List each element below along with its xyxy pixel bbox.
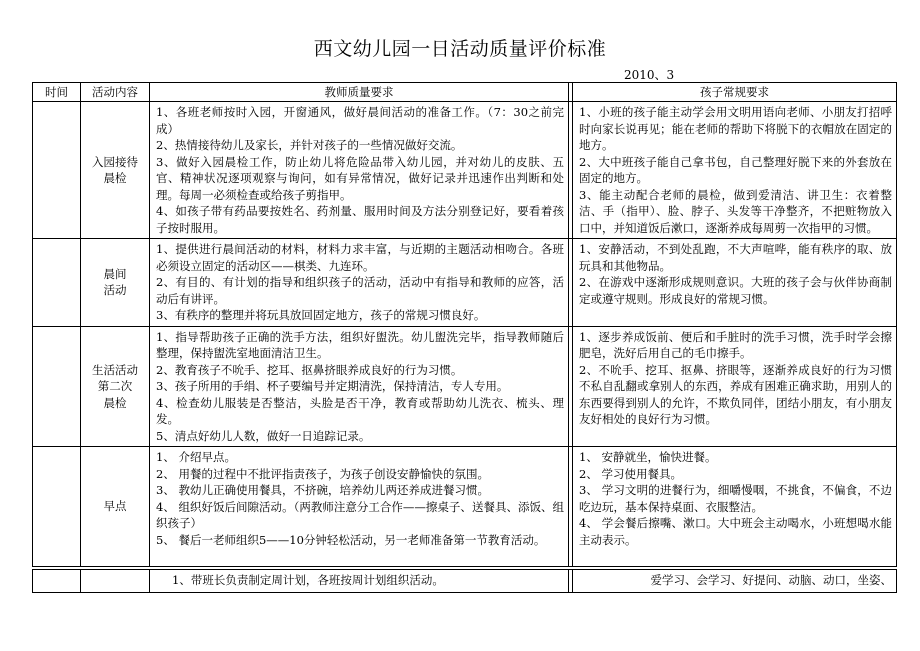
- requirement-item: 4、 组织好饭后间隙活动。（两教师注意分工合作——擦桌子、送餐具、添饭、组织孩子）: [156, 499, 564, 530]
- requirement-item: 3、有秩序的整理并将玩具放回固定地方，孩子的常规习惯良好。: [156, 308, 486, 322]
- page-title: 西文幼儿园一日活动质量评价标准: [313, 38, 607, 60]
- requirement-item: 爱学习、会学习、好提问、动脑、动口，坐姿、: [650, 573, 892, 587]
- table-row: [33, 570, 897, 593]
- requirement-item: 1、逐步养成饭前、便后和手脏时的洗手习惯，洗手时学会擦肥皂，洗好后用自己的毛巾擦手。: [579, 329, 892, 360]
- requirement-item: 2、不吮手、挖耳、抠鼻、挤眼等，逐渐养成良好的行为习惯不私自乱翻或拿别人的东西，养成有困难正确求助，用别人的东西要得到别人的允许，不欺负同伴，团结小朋友，有小朋友友好相处的良好行为习惯。: [579, 362, 892, 426]
- teacher-requirements-cell: [150, 447, 569, 567]
- child-requirements-cell: [573, 570, 897, 593]
- table-row: [33, 447, 897, 567]
- requirement-item: 1、小班的孩子能主动学会用文明用语向老师、小朋友打招呼时向家长说再见；能在老师的帮助下将脱下的衣帽放在固定的地方。: [579, 105, 892, 152]
- teacher-requirements-cell: [150, 326, 569, 447]
- activity-cell: [81, 570, 150, 593]
- time-cell: [33, 570, 81, 593]
- child-requirements-cell: [573, 326, 897, 447]
- requirement-item: 1、 安静就坐，愉快进餐。: [579, 450, 717, 464]
- requirement-item: 2、 用餐的过程中不批评指责孩子，为孩子创设安静愉快的氛围。: [156, 466, 489, 481]
- activity-cell: [81, 102, 150, 239]
- activity-label: 晨检: [103, 395, 127, 410]
- activity-label: 生活活动: [92, 362, 138, 377]
- time-cell: [33, 326, 81, 447]
- header-activity: 活动内容: [81, 83, 150, 102]
- requirement-item: 2、热情接待幼儿及家长，并针对孩子的一些情况做好交流。: [156, 138, 463, 152]
- time-cell: [33, 102, 81, 239]
- header-time: 时间: [33, 83, 81, 102]
- next-page-table: [32, 569, 897, 593]
- requirement-item: 3、做好入园晨检工作，防止幼儿将危险品带入幼儿园，并对幼儿的皮肤、五官、精神状况逐项观察与询问，如有异常情况，做好记录并迅速作出判断和处理。每周一必须检查或给孩子剪指甲。: [156, 154, 564, 202]
- requirement-item: 1、提供进行晨间活动的材料，材料力求丰富，与近期的主题活动相吻合。各班必须设立固定的活动区——棋类、九连环。: [156, 242, 564, 273]
- requirement-item: 5、清点好幼儿人数，做好一日追踪记录。: [156, 428, 371, 443]
- activity-cell: [81, 239, 150, 327]
- activity-label: 晨检: [103, 171, 127, 185]
- requirement-item: 1、 介绍早点。: [156, 450, 236, 464]
- requirement-item: 5、 餐后一老师组织5——10分钟轻松活动，另一老师准备第一节教育活动。: [156, 532, 546, 547]
- requirement-item: 3、 学习文明的进餐行为，细嚼慢咽，不挑食，不偏食，不边吃边玩，基本保持桌面、衣服整洁。: [579, 483, 892, 514]
- activity-label: 入园接待: [92, 154, 138, 169]
- time-cell: [33, 239, 81, 327]
- activity-cell: [81, 326, 150, 447]
- activity-label: 晨间: [103, 266, 127, 281]
- requirement-item: 3、能主动配合老师的晨检，做到爱清洁、讲卫生：衣着整洁、手（指甲）、脸、脖子、头发等干净整齐，不把赃物放入口中，并知道饭后漱口，逐渐养成每周剪一次指甲的习惯。: [579, 187, 892, 235]
- requirement-item: 1、指导帮助孩子正确的洗手方法，组织好盥洗。幼儿盥洗完毕，指导教师随后整理，保持盥洗室地面清洁卫生。: [156, 329, 564, 360]
- time-cell: [33, 447, 81, 567]
- header-teacher: 教师质量要求: [150, 83, 569, 102]
- table-row: [33, 102, 897, 239]
- requirement-item: 3、 教幼儿正确使用餐具，不挤碗，培养幼儿两还养成进餐习惯。: [156, 483, 489, 497]
- evaluation-table: [32, 82, 897, 567]
- requirement-item: 4、 学会餐后擦嘴、漱口。大中班会主动喝水，小班想喝水能主动表示。: [579, 516, 892, 547]
- requirement-item: 2、 学习使用餐具。: [579, 466, 682, 481]
- activity-cell: [81, 447, 150, 567]
- table-row: [33, 239, 897, 327]
- requirement-item: 2、在游戏中逐渐形成规则意识。大班的孩子会与伙伴协商制定或遵守规则。形成良好的常规习惯。: [579, 275, 892, 306]
- requirement-item: 4、检查幼儿服装是否整洁，头脸是否干净，教育或帮助幼儿洗衣、梳头、理发。: [156, 395, 564, 426]
- requirement-item: 4、如孩子带有药品要按姓名、药剂量、服用时间及方法分别登记好，要看着孩子按时服用。: [156, 204, 564, 235]
- teacher-requirements-cell: [150, 239, 569, 327]
- activity-label: 早点: [103, 499, 127, 514]
- teacher-requirements-cell: [150, 102, 569, 239]
- header-child: 孩子常规要求: [573, 83, 897, 102]
- child-requirements-cell: [573, 447, 897, 567]
- requirement-item: 2、大中班孩子能自己拿书包，自己整理好脱下来的外套放在固定的地方。: [579, 154, 892, 185]
- requirement-item: 1、安静活动，不到处乱跑，不大声喧哗，能有秩序的取、放玩具和其他物品。: [579, 242, 892, 273]
- child-requirements-cell: [573, 102, 897, 239]
- document-date: 2010、3: [624, 68, 675, 82]
- requirement-item: 2、有目的、有计划的指导和组织孩子的活动，活动中有指导和教师的应答，活动后有讲评。: [156, 275, 564, 306]
- activity-label: 活动: [103, 283, 127, 298]
- requirement-item: 2、教育孩子不吮手、挖耳、抠鼻挤眼养成良好的行为习惯。: [156, 362, 463, 377]
- activity-label: 第二次: [97, 379, 133, 393]
- child-requirements-cell: [573, 239, 897, 327]
- requirement-item: 3、孩子所用的手绢、杯子要编号并定期清洗，保持清洁，专人专用。: [156, 379, 509, 393]
- teacher-requirements-cell: [150, 570, 569, 593]
- table-row: [33, 326, 897, 447]
- requirement-item: 1、各班老师按时入园，开窗通风，做好晨间活动的准备工作。（7：30之前完成）: [156, 105, 564, 136]
- table-header-row: [33, 83, 897, 102]
- requirement-item: 1、带班长负责制定周计划，各班按周计划组织活动。: [172, 573, 444, 587]
